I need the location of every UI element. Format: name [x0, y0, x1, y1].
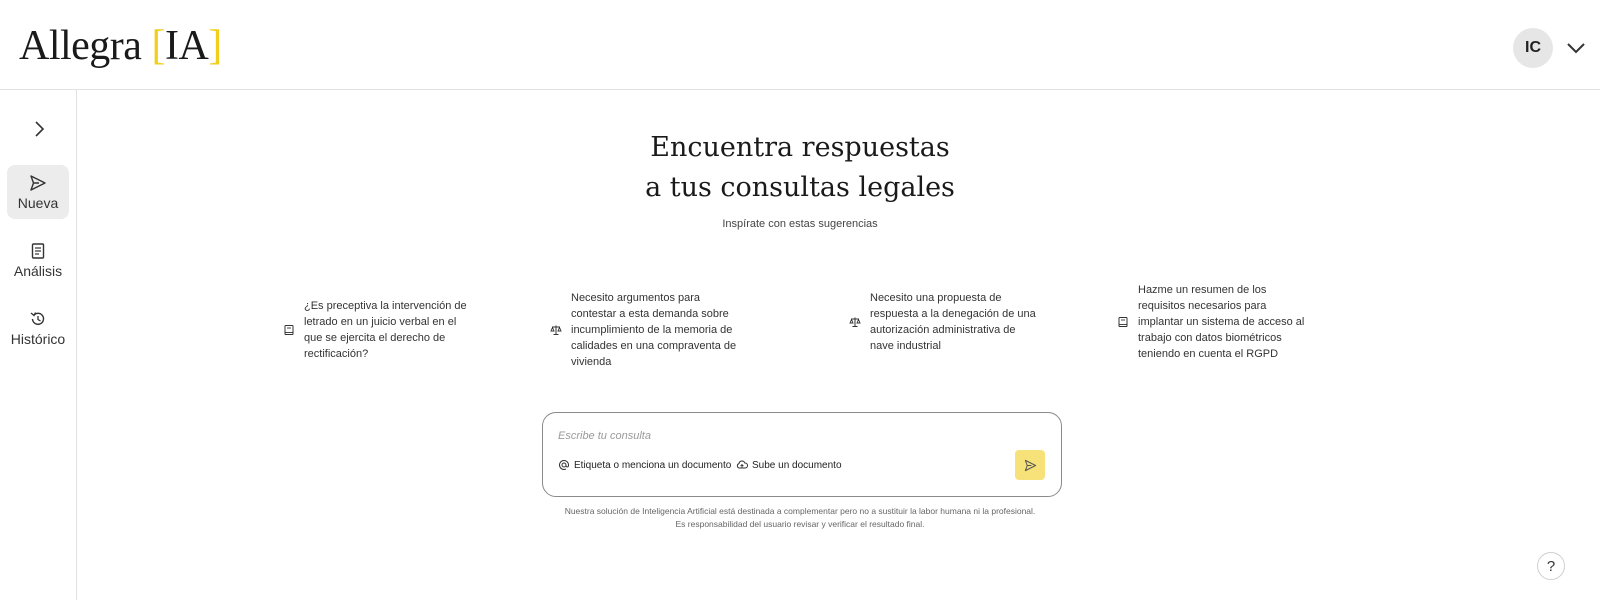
- logo-mark: IA: [164, 23, 209, 69]
- cloud-upload-icon: [736, 459, 748, 471]
- sidebar-item-label: Histórico: [10, 330, 66, 347]
- scales-icon: [550, 324, 562, 336]
- suggestion-text: ¿Es preceptiva la intervención de letrado en un juicio verbal en el que se ejercita el derecho de rectificación?: [304, 300, 467, 360]
- page-subtitle: Inspírate con estas sugerencias: [722, 218, 878, 230]
- history-icon: [29, 310, 47, 328]
- mention-document-label: Etiqueta o menciona un documento: [574, 459, 732, 471]
- query-input[interactable]: [558, 427, 978, 445]
- upload-document-label: Sube un documento: [752, 459, 842, 471]
- chevron-down-icon[interactable]: [1565, 40, 1587, 56]
- help-button[interactable]: ?: [1537, 552, 1565, 580]
- app-logo[interactable]: [19, 20, 222, 72]
- sidebar-item-label: Nueva: [17, 194, 59, 211]
- suggestion-card[interactable]: [283, 298, 476, 362]
- scales-icon: [849, 316, 861, 328]
- ai-disclaimer: Nuestra solución de Inteligencia Artificial está destinada a complementar pero no a sustituir la labor humana ni la profesional. Es responsabilidad del usuario revisar y verificar el resultado final.: [564, 506, 1036, 529]
- logo-name: Allegra: [19, 23, 142, 69]
- sidebar: [0, 90, 77, 600]
- send-icon: [1024, 459, 1037, 472]
- sidebar-item-nueva[interactable]: [7, 165, 69, 219]
- upload-document-button[interactable]: [736, 459, 842, 471]
- logo-bracket-close: ]: [208, 23, 222, 69]
- mention-document-button[interactable]: [558, 459, 731, 471]
- chevron-right-icon[interactable]: [28, 118, 50, 140]
- page-title-line-2: a tus consultas legales: [645, 172, 955, 203]
- suggestion-card[interactable]: [1117, 282, 1310, 362]
- sidebar-item-analisis[interactable]: [7, 233, 69, 287]
- user-avatar[interactable]: IC: [1513, 28, 1553, 68]
- suggestion-text: Hazme un resumen de los requisitos necesarios para implantar un sistema de acceso al trabajo con datos biométricos teniendo en cuenta el RGPD: [1138, 284, 1305, 360]
- query-composer: [542, 412, 1062, 497]
- sidebar-item-label: Análisis: [13, 262, 63, 279]
- suggestion-card[interactable]: [550, 290, 743, 370]
- page-title-line-1: Encuentra respuestas: [650, 132, 950, 163]
- document-icon: [29, 242, 47, 260]
- page-title: [500, 128, 1100, 208]
- book-icon: [1117, 316, 1129, 328]
- sidebar-item-historico[interactable]: [7, 301, 69, 355]
- suggestion-text: Necesito argumentos para contestar a esta demanda sobre incumplimiento de la memoria de calidades en una compraventa de vivienda: [571, 292, 737, 368]
- book-icon: [283, 324, 295, 336]
- suggestion-text: Necesito una propuesta de respuesta a la denegación de una autorización administrativa de nave industrial: [870, 292, 1036, 352]
- suggestion-card[interactable]: [849, 290, 1042, 354]
- send-button[interactable]: [1015, 450, 1045, 480]
- send-icon: [29, 174, 47, 192]
- at-sign-icon: [558, 459, 570, 471]
- app-header: [0, 0, 1600, 90]
- logo-bracket-open: [: [151, 23, 165, 69]
